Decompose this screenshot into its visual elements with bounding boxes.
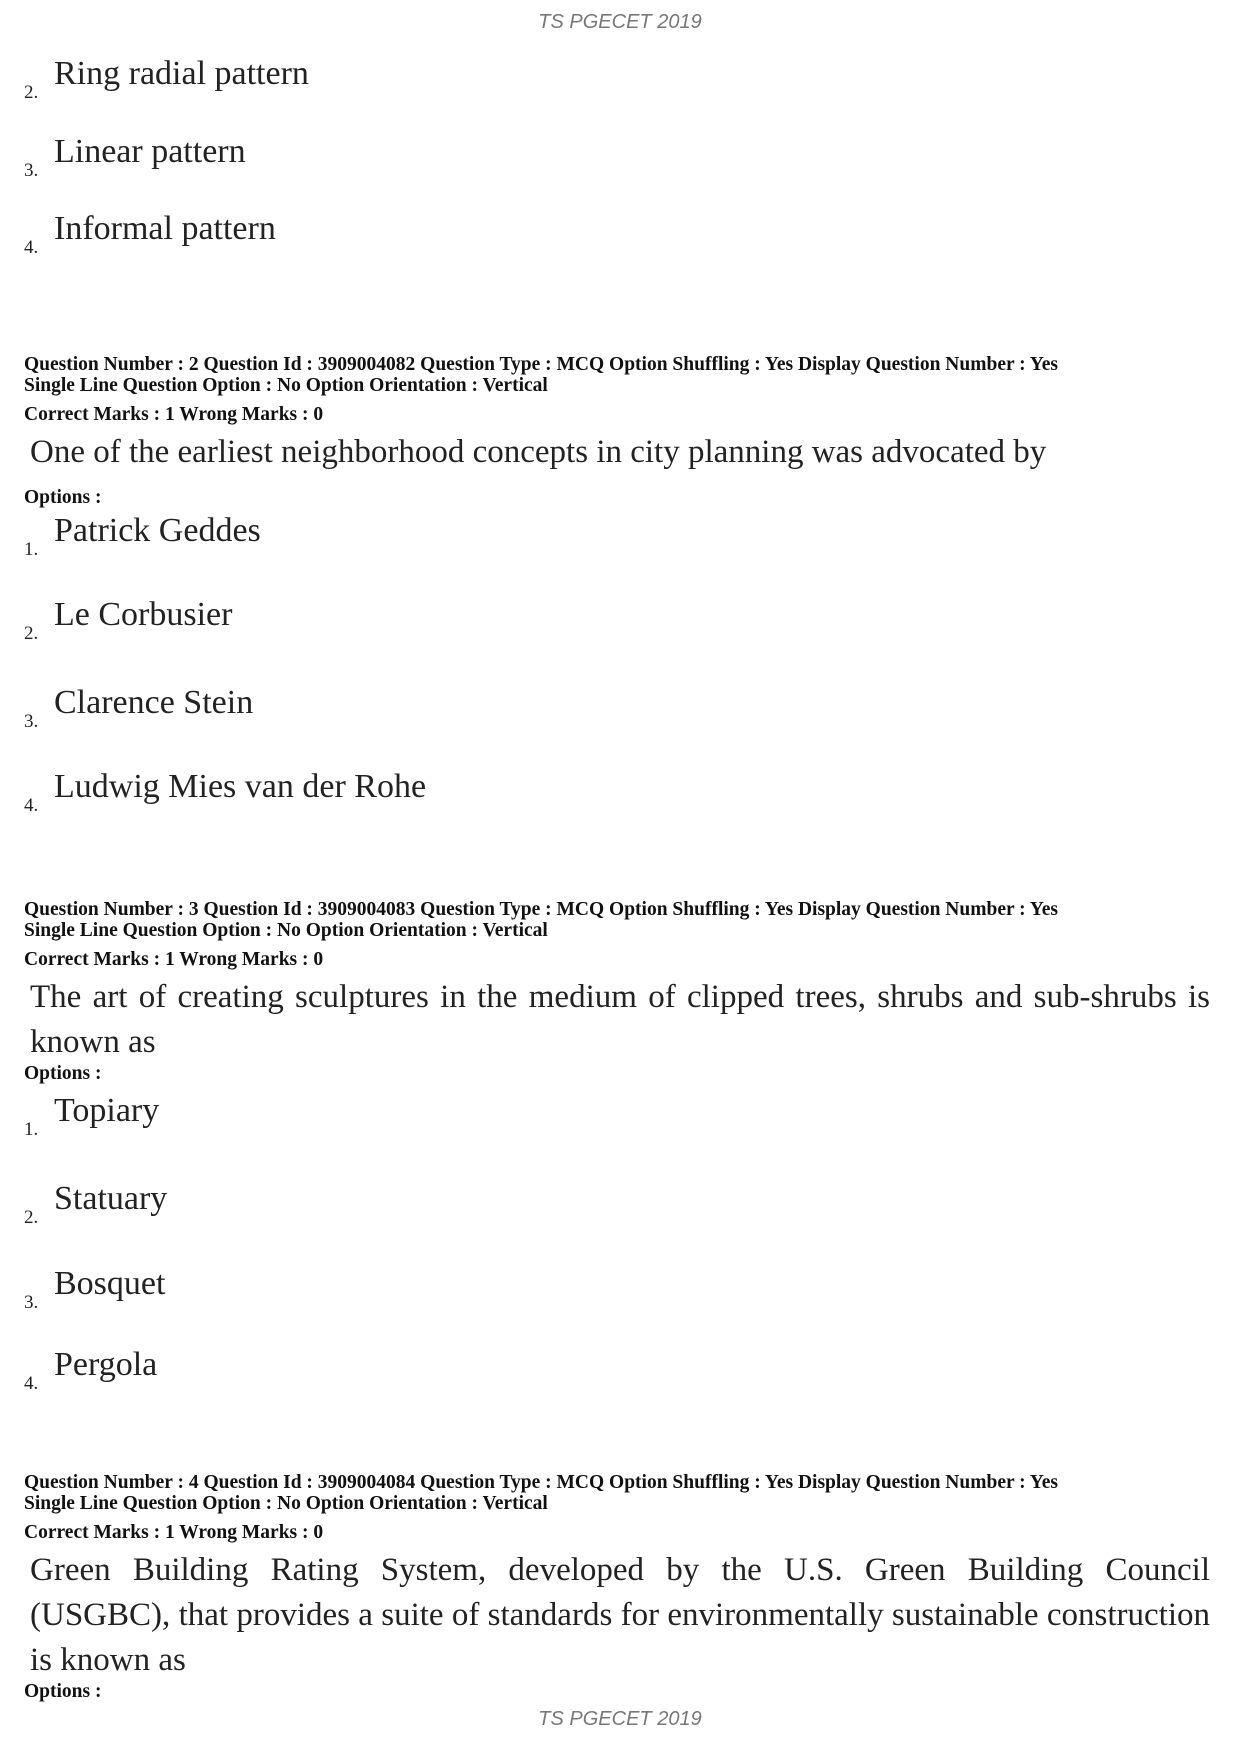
option-text: Clarence Stein	[54, 684, 254, 721]
option-text: Statuary	[54, 1180, 168, 1217]
question-meta-line: Question Number : 3 Question Id : 3909004083 Question Type : MCQ Option Shuffling : Yes Display Question Number : Yes	[24, 899, 1058, 920]
q2-option-4	[24, 768, 427, 816]
q2-question-text: One of the earliest neighborhood concepts in city planning was advocated by	[30, 434, 1047, 470]
q3-option-4	[24, 1346, 158, 1394]
q1-option-3	[24, 133, 246, 181]
option-number: 4.	[24, 1373, 39, 1394]
q3-option-1	[24, 1092, 160, 1140]
q3-marks: Correct Marks : 1 Wrong Marks : 0	[24, 949, 324, 970]
option-text: Pergola	[54, 1346, 158, 1383]
q3-meta	[24, 899, 1058, 941]
option-number: 3.	[24, 1292, 39, 1313]
q2-option-3	[24, 684, 254, 732]
q2-marks: Correct Marks : 1 Wrong Marks : 0	[24, 404, 324, 425]
option-number: 4.	[24, 237, 39, 258]
q2-meta	[24, 354, 1058, 396]
q3-options-label: Options :	[24, 1063, 102, 1084]
option-text: Patrick Geddes	[54, 512, 261, 549]
question-meta-line: Single Line Question Option : No Option Orientation : Vertical	[24, 375, 548, 396]
question-meta-line: Question Number : 4 Question Id : 3909004084 Question Type : MCQ Option Shuffling : Yes Display Question Number : Yes	[24, 1472, 1058, 1493]
q2-option-1	[24, 512, 261, 560]
q4-question-text: Green Building Rating System, developed by the U.S. Green Building Council (USGBC), that provides a suite of standards for environmentally sustainable construction is known as	[30, 1552, 1210, 1678]
option-number: 2.	[24, 1207, 39, 1228]
page-footer: TS PGECET 2019	[538, 1708, 702, 1730]
q2-option-2	[24, 596, 233, 644]
q3-question-text: The art of creating sculptures in the medium of clipped trees, shrubs and sub-shrubs is known as	[30, 979, 1210, 1060]
option-number: 3.	[24, 160, 39, 181]
option-number: 3.	[24, 711, 39, 732]
option-number: 1.	[24, 1119, 39, 1140]
option-number: 2.	[24, 623, 39, 644]
option-number: 1.	[24, 539, 39, 560]
option-number: 2.	[24, 82, 39, 103]
question-meta-line: Single Line Question Option : No Option Orientation : Vertical	[24, 920, 548, 941]
option-text: Informal pattern	[54, 210, 276, 247]
q2-options-label: Options :	[24, 487, 102, 508]
q3-option-2	[24, 1180, 168, 1228]
q4-options-label: Options :	[24, 1681, 102, 1702]
option-text: Ludwig Mies van der Rohe	[54, 768, 427, 805]
option-text: Ring radial pattern	[54, 55, 309, 92]
option-number: 4.	[24, 795, 39, 816]
option-text: Bosquet	[54, 1265, 166, 1302]
page-header: TS PGECET 2019	[538, 11, 702, 33]
option-text: Topiary	[54, 1092, 160, 1129]
q1-option-2	[24, 55, 309, 103]
question-meta-line: Question Number : 2 Question Id : 3909004082 Question Type : MCQ Option Shuffling : Yes Display Question Number : Yes	[24, 354, 1058, 375]
q1-option-4	[24, 210, 276, 258]
q4-marks: Correct Marks : 1 Wrong Marks : 0	[24, 1522, 324, 1543]
q3-option-3	[24, 1265, 166, 1313]
option-text: Linear pattern	[54, 133, 246, 170]
q4-meta	[24, 1472, 1058, 1514]
question-meta-line: Single Line Question Option : No Option Orientation : Vertical	[24, 1493, 548, 1514]
option-text: Le Corbusier	[54, 596, 233, 633]
